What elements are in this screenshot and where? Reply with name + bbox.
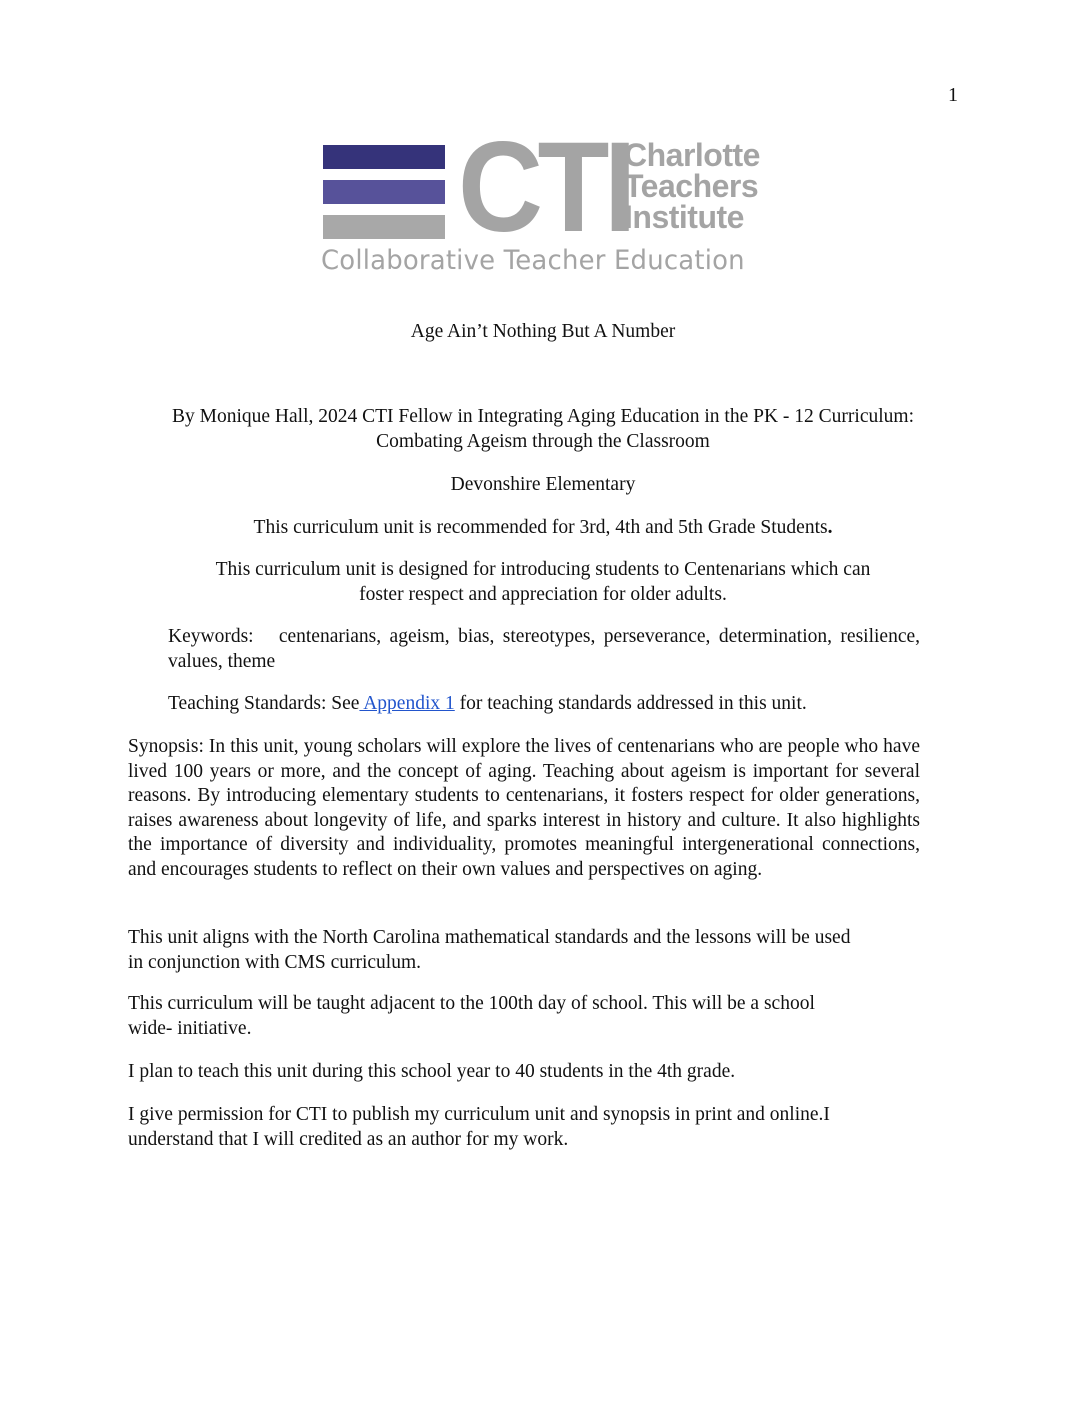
- keywords: [168, 625, 920, 674]
- permission-statement: [128, 1103, 920, 1152]
- logo-name-line: Institute: [624, 199, 744, 235]
- byline-line: By Monique Hall, 2024 CTI Fellow in Integrating Aging Education in the PK - 12 Curriculum:: [172, 406, 914, 427]
- cti-logo: [320, 116, 795, 280]
- logo-name-line: Charlotte: [624, 137, 760, 173]
- design-line: foster respect and appreciation for older adults.: [359, 584, 727, 605]
- alignment-line: in conjunction with CMS curriculum.: [128, 951, 422, 973]
- teaching-standards-prefix: Teaching Standards: See: [168, 693, 360, 714]
- recommended-period: .: [827, 517, 833, 538]
- logo-bar-gray: [323, 215, 445, 239]
- byline-line: Combating Ageism through the Classroom: [376, 431, 710, 452]
- permission-line: I give permission for CTI to publish my curriculum unit and synopsis in print and online.I: [128, 1104, 830, 1125]
- design-line: This curriculum unit is designed for introducing students to Centenarians which can: [215, 559, 871, 580]
- teaching-standards-suffix: for teaching standards addressed in this unit.: [454, 693, 807, 714]
- logo-acronym: CTI: [458, 116, 632, 259]
- logo-bar-dark: [323, 145, 445, 169]
- permission-line: understand that I will credited as an author for my work.: [128, 1128, 569, 1150]
- alignment-line: This unit aligns with the North Carolina mathematical standards and the lessons will be used: [128, 927, 851, 948]
- page-number: 1: [948, 84, 958, 106]
- recommended-grades: [118, 515, 968, 540]
- teaching-standards: [168, 692, 920, 717]
- appendix-1-link[interactable]: Appendix 1: [359, 693, 455, 714]
- timing-line: wide- initiative.: [128, 1017, 252, 1039]
- timing-statement: [128, 992, 920, 1041]
- logo-tagline: Collaborative Teacher Education: [321, 245, 745, 276]
- keywords-list: centenarians, ageism, bias, stereotypes, perseverance, determination, resilience, values, theme: [168, 626, 921, 672]
- logo-name-line: Teachers: [624, 168, 759, 204]
- keywords-label: Keywords:: [168, 626, 254, 647]
- timing-line: This curriculum will be taught adjacent to the 100th day of school. This will be a school: [128, 993, 815, 1014]
- byline: [118, 404, 968, 454]
- document-title: Age Ain’t Nothing But A Number: [410, 321, 676, 342]
- logo-bar-mid: [323, 180, 445, 204]
- synopsis: Synopsis: In this unit, young scholars will explore the lives of centenarians who are people who have lived 100 years or more, and the concept of aging. Teaching about ageism is important for several reasons. By introducing elementary students to centenarians, it fosters respect for older generations, raises awareness about longevity of life, and sparks interest in history and culture. It also highlights the importance of diversity and individuality, promotes meaningful intergenerational connections, and encourages students to reflect on their own values and perspectives on aging.: [128, 736, 920, 880]
- logo-name: [624, 137, 760, 235]
- unit-design-statement: [118, 557, 968, 607]
- recommended-text: This curriculum unit is recommended for 3rd, 4th and 5th Grade Students: [253, 517, 828, 538]
- standards-alignment: [128, 926, 920, 975]
- plan-statement: I plan to teach this unit during this school year to 40 students in the 4th grade.: [128, 1061, 736, 1082]
- school-name: Devonshire Elementary: [450, 474, 636, 495]
